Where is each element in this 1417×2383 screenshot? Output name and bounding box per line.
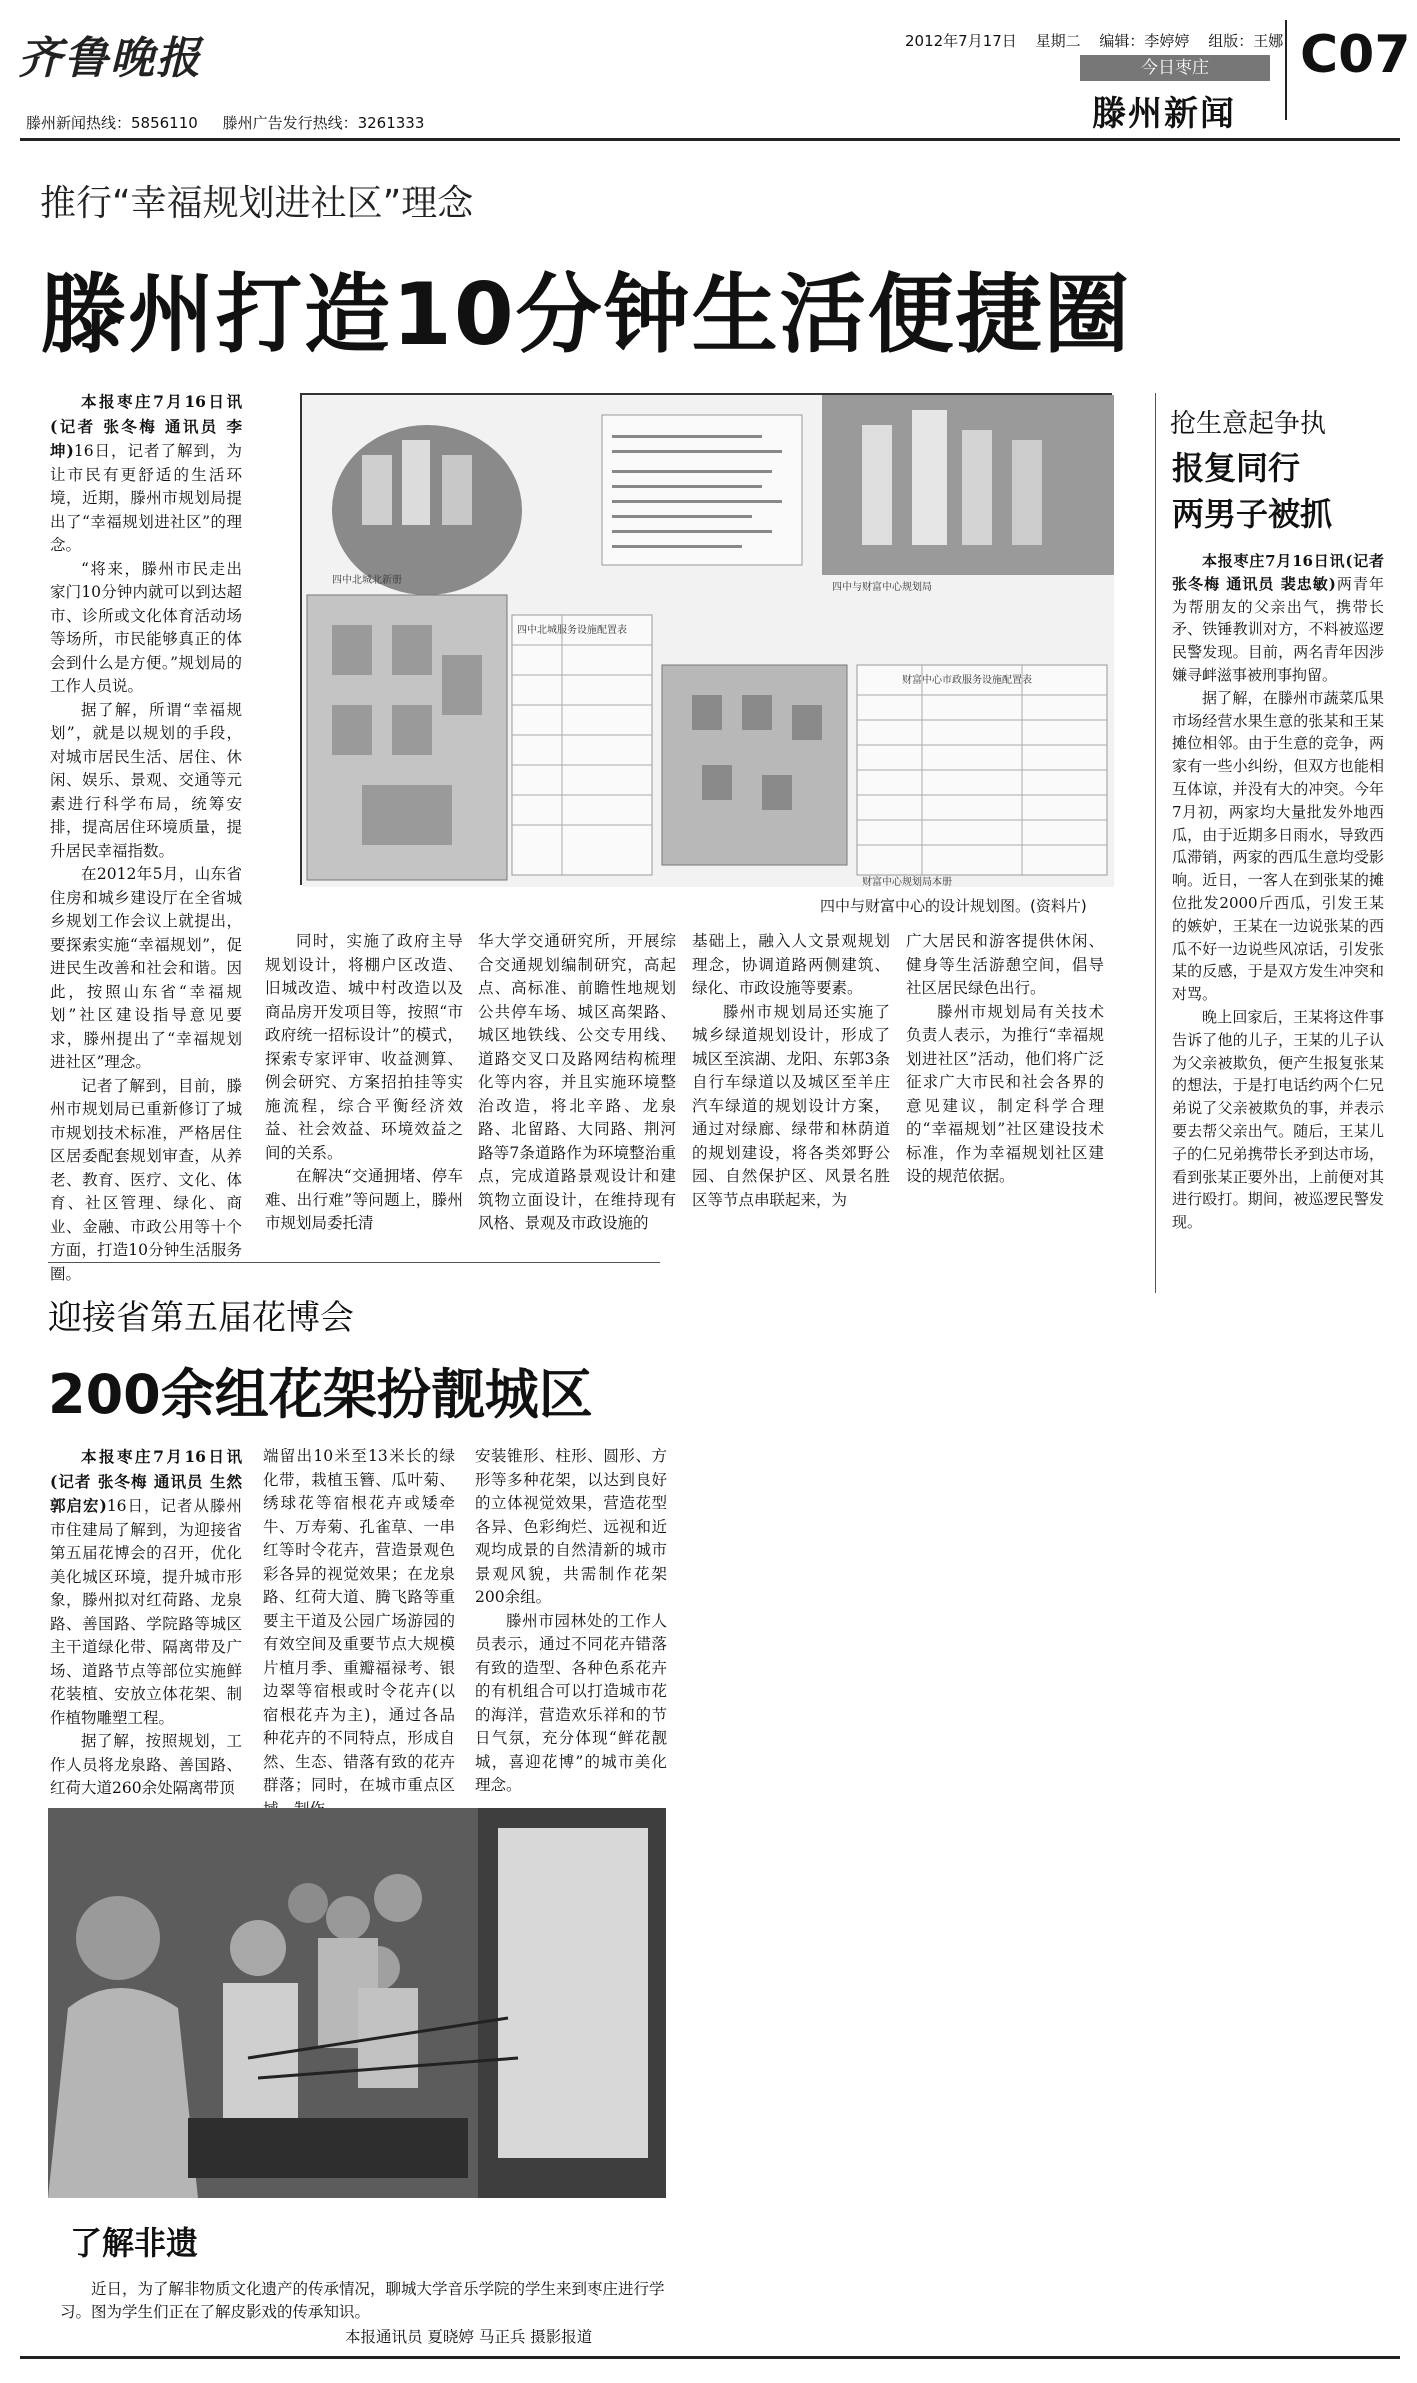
lead-paragraph: 据了解，所谓“幸福规划”，就是以规划的手段，对城市居民生活、居住、休闲、娱乐、景观、交通等元素进行科学布局，统筹安排，提高居住环境质量，提升居民幸福指数。	[50, 700, 242, 860]
side-headline-line-1: 报复同行	[1172, 449, 1301, 487]
second-paragraph: 本报枣庄7月16日讯(记者 张冬梅 通讯员 生然 郭启宏)16日，记者从滕州市住建局了解到，为迎接省第五届花博会的召开，优化美化城区环境，提升城市形象，滕州拟对红荷路、龙泉路、善国路、学院路等城区主干道绿化带、隔离带及广场、道路节点等部位实施鲜花装植、安放立体花架、制作植物雕塑工程。	[50, 1447, 242, 1727]
lead-paragraph: “将来，滕州市民走出家门10分钟内就可以到达超市、诊所或文化体育活动场等场所，市民能够真正的体会到什么是方便。”规划局的工作人员说。	[50, 559, 242, 695]
side-paragraph: 晚上回家后，王某将这件事告诉了他的儿子，王某的儿子认为父亲被欺负，便产生报复张某的想法，于是打电话约两个仁兄弟说了父亲被欺负的事，并表示要去帮父亲出气。随后，王某儿子的仁兄弟携带长矛到达市场，看到张某正要外出，上前便对其进行殴打。期间，被巡逻民警发现。	[1172, 1007, 1384, 1232]
lead-paragraph: 在解决“交通拥堵、停车难、出行难”等问题上，滕州市规划局委托清	[265, 1167, 463, 1232]
lead-paragraph: 本报枣庄7月16日讯(记者 张冬梅 通讯员 李坤)16日，记者了解到，为让市民有更舒适的生活环境，近期，滕州市规划局提出了“幸福规划进社区”的理念。	[50, 392, 242, 554]
second-column-1	[50, 1445, 242, 1795]
plan-label-e: 四中北城服务设施配置表	[517, 625, 627, 636]
news-hotline: 滕州新闻热线：5856110	[26, 114, 198, 132]
lead-kicker: 推行“幸福规划进社区”理念	[40, 183, 474, 224]
second-paragraph: 端留出10米至13米长的绿化带，栽植玉簪、瓜叶菊、绣球花等宿根花卉或矮牵牛、万寿菊、孔雀草、一串红等时令花卉，营造景观色彩各异的视觉效果；在龙泉路、红荷大道、腾飞路等重要主干道及公园广场游园的有效空间及重要节点大规模片植月季、重瓣福禄考、银边翠等宿根或时令花卉(以宿根花卉为主)，通过各品种花卉的不同特点，形成自然、生态、错落有致的花卉群落；同时，在城市重点区	[263, 1447, 455, 1794]
lead-paragraph: 记者了解到，目前，滕州市规划局已重新修订了城市规划技术标准，严格居住区居委配套规划审查，从养老、教育、医疗、文化、体育、社区管理、绿化、商业、金融、市政公用等十个方面，打造10分钟生活服务圈。	[50, 1076, 242, 1283]
lead-headline: 滕州打造10分钟生活便捷圈	[40, 265, 1132, 365]
plan-label-a: 四中北城北新册	[332, 575, 402, 586]
photo-title: 了解非遗	[70, 2224, 199, 2262]
second-byline: 本报枣庄7月16日讯(记者 张冬梅 通讯员 生然 郭启宏)	[50, 1447, 242, 1515]
second-kicker: 迎接省第五届花博会	[48, 1298, 354, 1338]
lead-column-4	[692, 930, 890, 1230]
lead-byline: 本报枣庄7月16日讯(记者 张冬梅 通讯员 李坤)	[50, 392, 242, 460]
section-divider	[48, 1262, 660, 1263]
second-column-2	[263, 1445, 455, 1795]
page-number: C07	[1300, 25, 1411, 85]
dateline	[905, 30, 1297, 51]
lead-column-1	[50, 390, 242, 1283]
elder-figure	[76, 1896, 160, 1980]
newspaper-masthead: 齐鲁晚报	[18, 33, 202, 84]
side-headline	[1172, 445, 1332, 537]
lead-column-5	[906, 930, 1104, 1230]
side-paragraph: 据了解，在滕州市蔬菜瓜果市场经营水果生意的张某和王某摊位相邻。由于生意的竞争，两家有一些小纠纷，但双方也能相互体谅，并没有大的冲突。今年7月初，两家均大量批发外地西瓜，由于近期多日雨水，导致西瓜滞销，两家的西瓜生意均受影响。近日，一客人在到张某的摊位批发2000斤西瓜，引发王某的嫉妒，王某在一边说张某的西瓜不好一边说些风凉话，引发张某的反感，于是双方发生冲突和对骂。	[1172, 688, 1384, 1004]
service-table-1	[512, 615, 652, 875]
section-tag: 今日枣庄	[1080, 55, 1270, 81]
lead-paragraph: 滕州市规划局有关技术负责人表示，为推行“幸福规划进社区”活动，他们将广泛征求广大市民和社会各界的意见建议，制定科学合理的“幸福规划”社区建设技术标准，作为幸福规划社区建设的规范依据。	[906, 1002, 1104, 1185]
lead-paragraph: 同时，实施了政府主导规划设计，将棚户区改造、旧城改造、城中村改造以及商品房开发项目等，按照“市政府统一招标设计”的模式，探索专家评审、收益测算、例会研究、方案招拍挂等实施流程，综合平衡经济效益、社会效益、环境效益之间的关系。	[265, 932, 463, 1162]
plan-label-c: 财富中心规划局本册	[862, 877, 952, 888]
header-rule	[20, 138, 1400, 141]
side-column	[1172, 550, 1384, 1290]
section-name: 滕州新闻	[1092, 94, 1236, 134]
lead-paragraph: 基础上，融入人文景观规划理念，协调道路两侧建筑、绿化、市政设施等要素。	[692, 932, 890, 997]
issue-date: 2012年7月17日	[905, 32, 1017, 50]
column-divider	[1155, 393, 1156, 1293]
lead-paragraph: 广大居民和游客提供休闲、健身等生活游憩空间，倡导社区居民绿色出行。	[906, 932, 1104, 997]
side-headline-line-2: 两男子被抓	[1172, 495, 1333, 533]
editor-credit: 编辑：李婷婷	[1099, 32, 1190, 50]
lead-paragraph: 滕州市规划局还实施了城乡绿道规划设计，形成了城区至滨湖、龙阳、东郭3条自行车绿道以及城区至羊庄汽车绿道的规划设计方案，通过对绿廊、绿带和林荫道的规划建设，将各类郊野公园、自然保护区、风景名胜区等节点串联起来，为	[692, 1002, 890, 1209]
photo-credit: 本报通讯员 夏晓婷 马正兵 摄影报道	[345, 2328, 593, 2346]
hotlines	[26, 112, 444, 133]
second-paragraph: 安装锥形、柱形、圆形、方形等多种花架，以达到良好的立体视觉效果，营造花型各异、色彩绚烂、远视和近观均成景的自然清新的城市景观风貌，共需制作花架200余组。	[475, 1447, 667, 1606]
page-header	[0, 0, 1417, 140]
second-paragraph: 滕州市园林处的工作人员表示，通过不同花卉错落有致的造型、各种色系花卉的有机组合可以打造城市花的海洋，营造欢乐祥和的节日气氛，充分体现“鲜花靓城，喜迎花博”的城市美化理念。	[475, 1611, 667, 1794]
planning-figure	[300, 393, 1112, 888]
layout-credit: 组版：王娜	[1208, 32, 1284, 50]
shadow-puppet-photo	[48, 1808, 666, 2198]
lead-paragraph: 华大学交通研究所，开展综合交通规划编制研究，高起点、高标准、前瞻性地规划公共停车场、城区高架路、城区地铁线、公交专用线、道路交叉口及路网结构梳理化等内容，并且实施环境整治改造，将北辛路、龙泉路、北留路、大同路、荆河路等7条道路作为环境整治重点，完成道路景观设计和建筑物立面设计，在维持现有风格、景观及市政设施的	[478, 932, 676, 1232]
side-paragraph: 本报枣庄7月16日讯(记者 张冬梅 通讯员 裴忠敏)两青年为帮朋友的父亲出气，携带长矛、铁锤教训对方，不料被巡逻民警发现。目前，两名青年因涉嫌寻衅滋事被刑事拘留。	[1172, 552, 1384, 684]
issue-weekday: 星期二	[1035, 32, 1081, 50]
footer-rule	[20, 2356, 1400, 2359]
lead-paragraph: 在2012年5月，山东省住房和城乡建设厅在全省城乡规划工作会议上就提出，要探索实施“幸福规划”，促进民生改善和社会和谐。因此，按照山东省“幸福规划”社区建设指导意见要求，滕州提出了“幸福规划进社区”理念。	[50, 865, 242, 1071]
plan-label-b: 四中与财富中心规划局	[832, 582, 932, 593]
page-number-divider	[1285, 20, 1287, 120]
lead-column-2	[265, 930, 463, 1230]
shadow-screen	[498, 1828, 648, 2158]
lead-column-3	[478, 930, 676, 1230]
second-column-3	[475, 1445, 667, 1795]
photo-graphic	[48, 1808, 666, 2198]
plan-label-d: 财富中心市政服务设施配置表	[902, 675, 1032, 686]
second-headline: 200余组花架扮靓城区	[48, 1363, 593, 1426]
second-paragraph: 据了解，按照规划，工作人员将龙泉路、善国路、红荷大道260余处隔离带顶	[50, 1732, 242, 1797]
planning-figure-graphic	[302, 395, 1114, 887]
side-kicker: 抢生意起争执	[1170, 409, 1327, 439]
planning-figure-caption: 四中与财富中心的设计规划图。(资料片)	[820, 897, 1087, 915]
photo-caption: 近日，为了解非物质文化遗产的传承情况，聊城大学音乐学院的学生来到枣庄进行学习。图为学生们正在了解皮影戏的传承知识。	[60, 2280, 665, 2321]
side-byline: 本报枣庄7月16日讯(记者 张冬梅 通讯员 裴忠敏)	[1172, 552, 1384, 593]
ad-hotline: 滕州广告发行热线：3261333	[222, 114, 425, 132]
